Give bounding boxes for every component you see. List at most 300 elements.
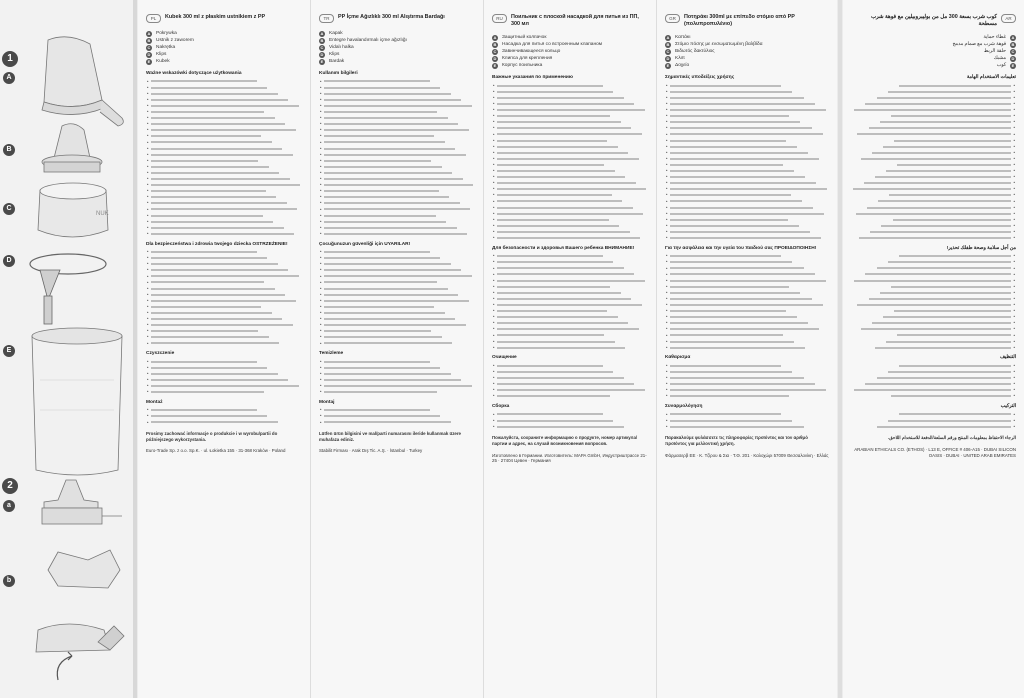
- small-print-line: [151, 389, 302, 395]
- small-print-line: [497, 125, 648, 131]
- small-print-line: [851, 192, 1011, 198]
- part-letter: C: [147, 45, 151, 50]
- part-letter: C: [666, 49, 670, 55]
- usage-instructions-text: [492, 83, 648, 241]
- section-heading-warning: Для безопасности и здоровья Вашего ребенка ВНИМАНИЕ!: [492, 245, 635, 251]
- small-print-line: [670, 132, 829, 138]
- parts-list-item: [319, 45, 475, 51]
- small-print-line: [151, 407, 302, 413]
- small-print-line: [324, 304, 475, 310]
- small-print-line: [324, 176, 475, 182]
- small-print-line: [151, 164, 302, 170]
- small-print-line: [497, 369, 648, 375]
- small-print-line: [497, 95, 648, 101]
- small-print-line: [324, 146, 475, 152]
- small-print-line: [151, 97, 302, 103]
- small-print-line: [670, 205, 829, 211]
- small-print-line: [670, 259, 829, 265]
- small-print-line: [670, 89, 829, 95]
- small-print-line: [324, 261, 475, 267]
- small-print-line: [670, 150, 829, 156]
- small-print-line: [670, 296, 829, 302]
- small-print-line: [851, 363, 1011, 369]
- section-heading-warning: Για την ασφάλεια και την υγεία του παιδιού σας ΠΡΟΕΙΔΟΠΟΙΗΣΗ!: [665, 245, 817, 251]
- parts-list: [665, 35, 829, 69]
- part-letter: D: [493, 56, 497, 62]
- small-print-line: [851, 156, 1011, 162]
- small-print-line: [851, 113, 1011, 119]
- small-print-line: [151, 225, 302, 231]
- small-print-line: [497, 150, 648, 156]
- small-print-line: [324, 389, 475, 395]
- small-print-line: [324, 200, 475, 206]
- small-print-line: [497, 302, 648, 308]
- cleaning-text: [146, 359, 302, 395]
- small-print-line: [851, 217, 1011, 223]
- small-print-line: [324, 377, 475, 383]
- small-print-line: [324, 103, 475, 109]
- part-name: Защитный колпачок: [502, 35, 547, 41]
- small-print-line: [324, 115, 475, 121]
- small-print-line: [151, 304, 302, 310]
- cleaning-text: [851, 363, 1016, 399]
- small-print-line: [151, 140, 302, 146]
- small-print-line: [851, 235, 1011, 241]
- cleaning-text: [492, 363, 648, 399]
- small-print-line: [324, 359, 475, 365]
- small-print-line: [851, 290, 1011, 296]
- small-print-line: [670, 211, 829, 217]
- cleaning-text: [665, 363, 829, 399]
- small-print-line: [151, 182, 302, 188]
- section-heading-cleaning: Καθαρισμα: [665, 355, 691, 361]
- small-print-line: [497, 229, 648, 235]
- part-name: Vidalı halka: [329, 45, 354, 51]
- small-print-line: [851, 381, 1011, 387]
- small-print-line: [670, 199, 829, 205]
- parts-list-item: [851, 49, 1016, 55]
- section-heading-warning: Çocuğunuzun güvenliği için UYARILAR!: [319, 241, 411, 247]
- small-print-line: [151, 365, 302, 371]
- section-heading-warning: من أجل سلامة وصحة طفلك تحذير!: [946, 245, 1016, 251]
- parts-list-item: [665, 35, 829, 41]
- small-print-line: [851, 326, 1011, 332]
- warning-text: [851, 253, 1016, 350]
- small-print-line: [851, 284, 1011, 290]
- small-print-line: [851, 132, 1011, 138]
- small-print-line: [851, 180, 1011, 186]
- small-print-line: [497, 119, 648, 125]
- section-heading-usage: Σημαντικές υποδείξεις χρήσης: [665, 75, 735, 81]
- small-print-line: [324, 194, 475, 200]
- part-letter: D: [666, 56, 670, 62]
- part-letter: B: [1011, 42, 1015, 48]
- small-print-line: [497, 253, 648, 259]
- nuk-logo-text: NUK: [96, 211, 109, 217]
- small-print-line: [151, 91, 302, 97]
- small-print-line: [670, 253, 829, 259]
- small-print-line: [851, 375, 1011, 381]
- small-print-line: [324, 310, 475, 316]
- small-print-line: [497, 345, 648, 351]
- part-name: Корпус поильника: [502, 63, 543, 69]
- part-letter: C: [320, 45, 324, 50]
- part-name: Клипса для крепления: [502, 56, 553, 62]
- part-name: Δοχείο: [675, 63, 690, 69]
- assembly-text: [319, 407, 475, 425]
- part-letter: C: [1011, 49, 1015, 55]
- part-label-b: B: [3, 144, 15, 156]
- section-heading-cleaning: Очищение: [492, 355, 517, 361]
- column-header: [146, 14, 302, 23]
- small-print-line: [497, 192, 648, 198]
- small-print-line: [324, 407, 475, 413]
- section-heading-warning: Dla bezpieczeństwa i zdrowia twojego dziecka OSTRZEŻENIE!: [146, 241, 288, 247]
- sub-label-a: a: [3, 500, 15, 512]
- small-print-line: [151, 109, 302, 115]
- small-print-line: [670, 333, 829, 339]
- assembly-text: [146, 407, 302, 425]
- small-print-line: [851, 302, 1011, 308]
- small-print-line: [670, 229, 829, 235]
- small-print-line: [324, 225, 475, 231]
- small-print-line: [670, 144, 829, 150]
- small-print-line: [151, 298, 302, 304]
- small-print-line: [151, 249, 302, 255]
- small-print-line: [497, 211, 648, 217]
- column-header: [492, 14, 648, 27]
- parts-list-item: [492, 49, 648, 55]
- small-print-line: [151, 85, 302, 91]
- small-print-line: [497, 266, 648, 272]
- part-letter: C: [493, 49, 497, 55]
- small-print-line: [497, 393, 648, 399]
- warning-text: [665, 253, 829, 350]
- small-print-line: [497, 387, 648, 393]
- small-print-line: [151, 255, 302, 261]
- part-name: Entegre havalandırmalı içme ağızlığı: [329, 38, 407, 44]
- small-print-line: [670, 119, 829, 125]
- small-print-line: [851, 144, 1011, 150]
- small-print-line: [497, 308, 648, 314]
- small-print-line: [497, 223, 648, 229]
- part-name: Ustnik z zaworem: [156, 38, 194, 44]
- small-print-line: [151, 359, 302, 365]
- small-print-line: [670, 308, 829, 314]
- small-print-line: [851, 89, 1011, 95]
- small-print-line: [851, 150, 1011, 156]
- small-print-line: [497, 144, 648, 150]
- small-print-line: [151, 170, 302, 176]
- retain-info-note: Prosimy zachować informacje o produkcie i w wyrobu/partii do późniejszego wykorzystania.: [146, 431, 278, 442]
- cap-drawing: [42, 37, 123, 126]
- small-print-line: [151, 413, 302, 419]
- small-print-line: [851, 296, 1011, 302]
- distributor-address: Euro-Trade Sp. z o.o. Sp.K. · ul. Łokietka 155 · 31-368 Kraków · Poland: [146, 448, 286, 454]
- language-badge: AR: [1001, 14, 1016, 23]
- small-print-line: [324, 207, 475, 213]
- small-print-line: [670, 235, 829, 241]
- part-label-e: E: [3, 345, 15, 357]
- small-print-line: [670, 345, 829, 351]
- small-print-line: [497, 278, 648, 284]
- small-print-line: [851, 223, 1011, 229]
- section-heading-assembly: Συναρμολόγηση: [665, 403, 703, 409]
- part-name: Pokrywka: [156, 31, 177, 37]
- small-print-line: [324, 413, 475, 419]
- warning-text: [146, 249, 302, 346]
- column-arabic: [843, 0, 1024, 698]
- parts-list-item: [319, 38, 475, 44]
- part-label-c: C: [3, 203, 15, 215]
- small-print-line: [851, 162, 1011, 168]
- small-print-line: [670, 95, 829, 101]
- part-letter: E: [493, 63, 497, 69]
- small-print-line: [324, 231, 475, 237]
- small-print-line: [851, 138, 1011, 144]
- small-print-line: [497, 418, 648, 424]
- section-heading-cleaning: Czyszczenie: [146, 351, 175, 357]
- step-number-1: 1: [2, 51, 18, 67]
- small-print-line: [151, 286, 302, 292]
- assembly-text: [492, 412, 648, 430]
- small-print-line: [851, 101, 1011, 107]
- parts-list: [851, 35, 1016, 69]
- small-print-line: [324, 85, 475, 91]
- usage-instructions-text: [851, 83, 1016, 241]
- part-name: Bardak: [329, 59, 345, 65]
- step-number-2: 2: [2, 478, 18, 494]
- warning-text: [492, 253, 648, 350]
- small-print-line: [670, 424, 829, 430]
- small-print-line: [670, 156, 829, 162]
- small-print-line: [670, 272, 829, 278]
- small-print-line: [497, 326, 648, 332]
- parts-list-item: [146, 38, 302, 44]
- small-print-line: [851, 253, 1011, 259]
- small-print-line: [497, 259, 648, 265]
- part-name: Завинчивающееся кольцо: [502, 49, 561, 55]
- small-print-line: [851, 387, 1011, 393]
- small-print-line: [324, 219, 475, 225]
- small-print-line: [851, 345, 1011, 351]
- section-heading-usage: Kullanım bilgileri: [319, 71, 358, 76]
- product-title: Kubek 300 ml z płaskim ustnikiem z PP: [165, 14, 266, 20]
- small-print-line: [670, 107, 829, 113]
- small-print-line: [324, 328, 475, 334]
- small-print-line: [670, 320, 829, 326]
- section-heading-assembly: التركيب: [1000, 403, 1016, 409]
- part-letter: B: [493, 42, 497, 48]
- small-print-line: [151, 194, 302, 200]
- small-print-line: [670, 125, 829, 131]
- small-print-line: [324, 298, 475, 304]
- small-print-line: [324, 280, 475, 286]
- small-print-line: [324, 365, 475, 371]
- part-letter: E: [666, 63, 670, 69]
- small-print-line: [851, 259, 1011, 265]
- part-name: Kubek: [156, 59, 170, 65]
- column-header: [851, 14, 1016, 27]
- small-print-line: [670, 314, 829, 320]
- small-print-line: [497, 132, 648, 138]
- part-letter: E: [1011, 63, 1015, 69]
- small-print-line: [851, 205, 1011, 211]
- small-print-line: [497, 101, 648, 107]
- small-print-line: [851, 272, 1011, 278]
- small-print-line: [151, 377, 302, 383]
- small-print-line: [497, 333, 648, 339]
- small-print-line: [497, 363, 648, 369]
- illustration-panel: [0, 0, 133, 698]
- parts-list-item: [146, 45, 302, 51]
- small-print-line: [851, 369, 1011, 375]
- small-print-line: [151, 322, 302, 328]
- part-name: كوب: [996, 63, 1006, 69]
- assembly-text: [665, 412, 829, 430]
- small-print-line: [324, 182, 475, 188]
- small-print-line: [851, 125, 1011, 131]
- retain-info-note: الرجاء الاحتفاظ بمعلومات المنتج ورقم السلعة/الدفعة للاستخدام اللاحق.: [887, 435, 1016, 441]
- parts-list-item: [319, 59, 475, 65]
- part-name: Στόμιο πόσης με ενσωματωμένη βαλβίδα: [675, 42, 763, 48]
- part-name: مشبك: [993, 56, 1006, 62]
- section-heading-cleaning: التنظيف: [999, 355, 1016, 361]
- small-print-line: [151, 280, 302, 286]
- small-print-line: [851, 320, 1011, 326]
- parts-list-item: [492, 35, 648, 41]
- small-print-line: [670, 83, 829, 89]
- small-print-line: [497, 290, 648, 296]
- small-print-line: [151, 152, 302, 158]
- small-print-line: [151, 328, 302, 334]
- small-print-line: [324, 121, 475, 127]
- small-print-line: [324, 249, 475, 255]
- usage-instructions-text: [146, 79, 302, 237]
- parts-list-item: [851, 56, 1016, 62]
- cleaning-text: [319, 359, 475, 395]
- part-name: Nakrętka: [156, 45, 176, 51]
- parts-list: [319, 31, 475, 65]
- part-letter: B: [320, 38, 324, 43]
- column-header: [319, 14, 475, 23]
- parts-list-item: [665, 49, 829, 55]
- small-print-line: [151, 200, 302, 206]
- retain-info-note: Пожалуйста, сохраните информацию о продукте, номер артикула/партии и адрес, на случай возникновения вопросов.: [492, 435, 638, 446]
- part-name: Kapak: [329, 31, 343, 37]
- small-print-line: [151, 341, 302, 347]
- small-print-line: [324, 286, 475, 292]
- small-print-line: [670, 375, 829, 381]
- small-print-line: [851, 119, 1011, 125]
- product-title: Ποτηράκι 300ml με επίπεδο στόμιο από PP (πολυπροπυλένιο): [684, 14, 795, 27]
- small-print-line: [670, 363, 829, 369]
- part-letter: A: [320, 31, 324, 36]
- small-print-line: [497, 381, 648, 387]
- small-print-line: [851, 168, 1011, 174]
- small-print-line: [324, 109, 475, 115]
- parts-list-item: [146, 59, 302, 65]
- part-letter: E: [320, 59, 324, 64]
- parts-list-item: [146, 31, 302, 37]
- small-print-line: [851, 95, 1011, 101]
- column-greek: [657, 0, 837, 698]
- small-print-line: [497, 412, 648, 418]
- small-print-line: [851, 412, 1011, 418]
- small-print-line: [851, 418, 1011, 424]
- small-print-line: [151, 219, 302, 225]
- small-print-line: [324, 158, 475, 164]
- small-print-line: [497, 156, 648, 162]
- small-print-line: [324, 292, 475, 298]
- distributor-address: ARABIAN ETHICALS CO. (ETHOS) · L13 E, OFFICE # 406-A15 · DUBAI SILICON OASIS · DUBAI · UNITED ARAB EMIRATES: [854, 446, 1016, 458]
- small-print-line: [324, 322, 475, 328]
- small-print-line: [851, 211, 1011, 217]
- part-letter: B: [147, 38, 151, 43]
- parts-list-item: [851, 63, 1016, 69]
- part-name: فوهة شرب مع صمام مدمج: [952, 42, 1006, 48]
- product-title: PP İçme Ağızlıklı 300 ml Alıştırma Bardağı: [338, 14, 445, 20]
- small-print-line: [497, 174, 648, 180]
- assembly-text: [851, 412, 1016, 430]
- small-print-line: [151, 127, 302, 133]
- section-heading-cleaning: Temizleme: [319, 351, 344, 357]
- small-print-line: [324, 316, 475, 322]
- small-print-line: [670, 290, 829, 296]
- small-print-line: [670, 326, 829, 332]
- part-name: Klips: [329, 52, 340, 58]
- small-print-line: [851, 107, 1011, 113]
- small-print-line: [151, 383, 302, 389]
- cup-body-drawing: [32, 328, 122, 475]
- small-print-line: [151, 188, 302, 194]
- part-name: Klips: [156, 52, 167, 58]
- parts-list-item: [492, 56, 648, 62]
- small-print-line: [670, 387, 829, 393]
- small-print-line: [151, 371, 302, 377]
- small-print-line: [151, 146, 302, 152]
- retain-info-note: Lütfen ürün bilgisini ve mal/parti numarasını ileride kullanmak üzere muhafaza ediniz.: [319, 431, 461, 442]
- part-letter: A: [147, 31, 151, 36]
- distributor-address: Stabilit Firması · Arak Dış Tic. A.Ş. · İstanbul · Turkey: [319, 448, 423, 454]
- column-russian: [484, 0, 656, 698]
- section-heading-usage: تعليمات الاستخدام الهامة: [966, 75, 1016, 81]
- small-print-line: [851, 339, 1011, 345]
- small-print-line: [670, 223, 829, 229]
- assembly-step-drawing: [36, 480, 124, 680]
- small-print-line: [324, 255, 475, 261]
- small-print-line: [151, 213, 302, 219]
- small-print-line: [497, 186, 648, 192]
- part-letter: D: [1011, 56, 1015, 62]
- small-print-line: [670, 186, 829, 192]
- small-print-line: [151, 310, 302, 316]
- small-print-line: [151, 207, 302, 213]
- product-title: Поильник с плоской насадкой для питья из ПП, 300 мл: [511, 14, 639, 27]
- parts-list: [146, 31, 302, 65]
- language-badge: TR: [319, 14, 334, 23]
- part-letter: B: [666, 42, 670, 48]
- small-print-line: [670, 138, 829, 144]
- small-print-line: [497, 107, 648, 113]
- small-print-line: [324, 371, 475, 377]
- ring-drawing: [38, 183, 109, 237]
- small-print-line: [851, 278, 1011, 284]
- small-print-line: [151, 231, 302, 237]
- small-print-line: [851, 314, 1011, 320]
- small-print-line: [497, 199, 648, 205]
- parts-list-item: [665, 56, 829, 62]
